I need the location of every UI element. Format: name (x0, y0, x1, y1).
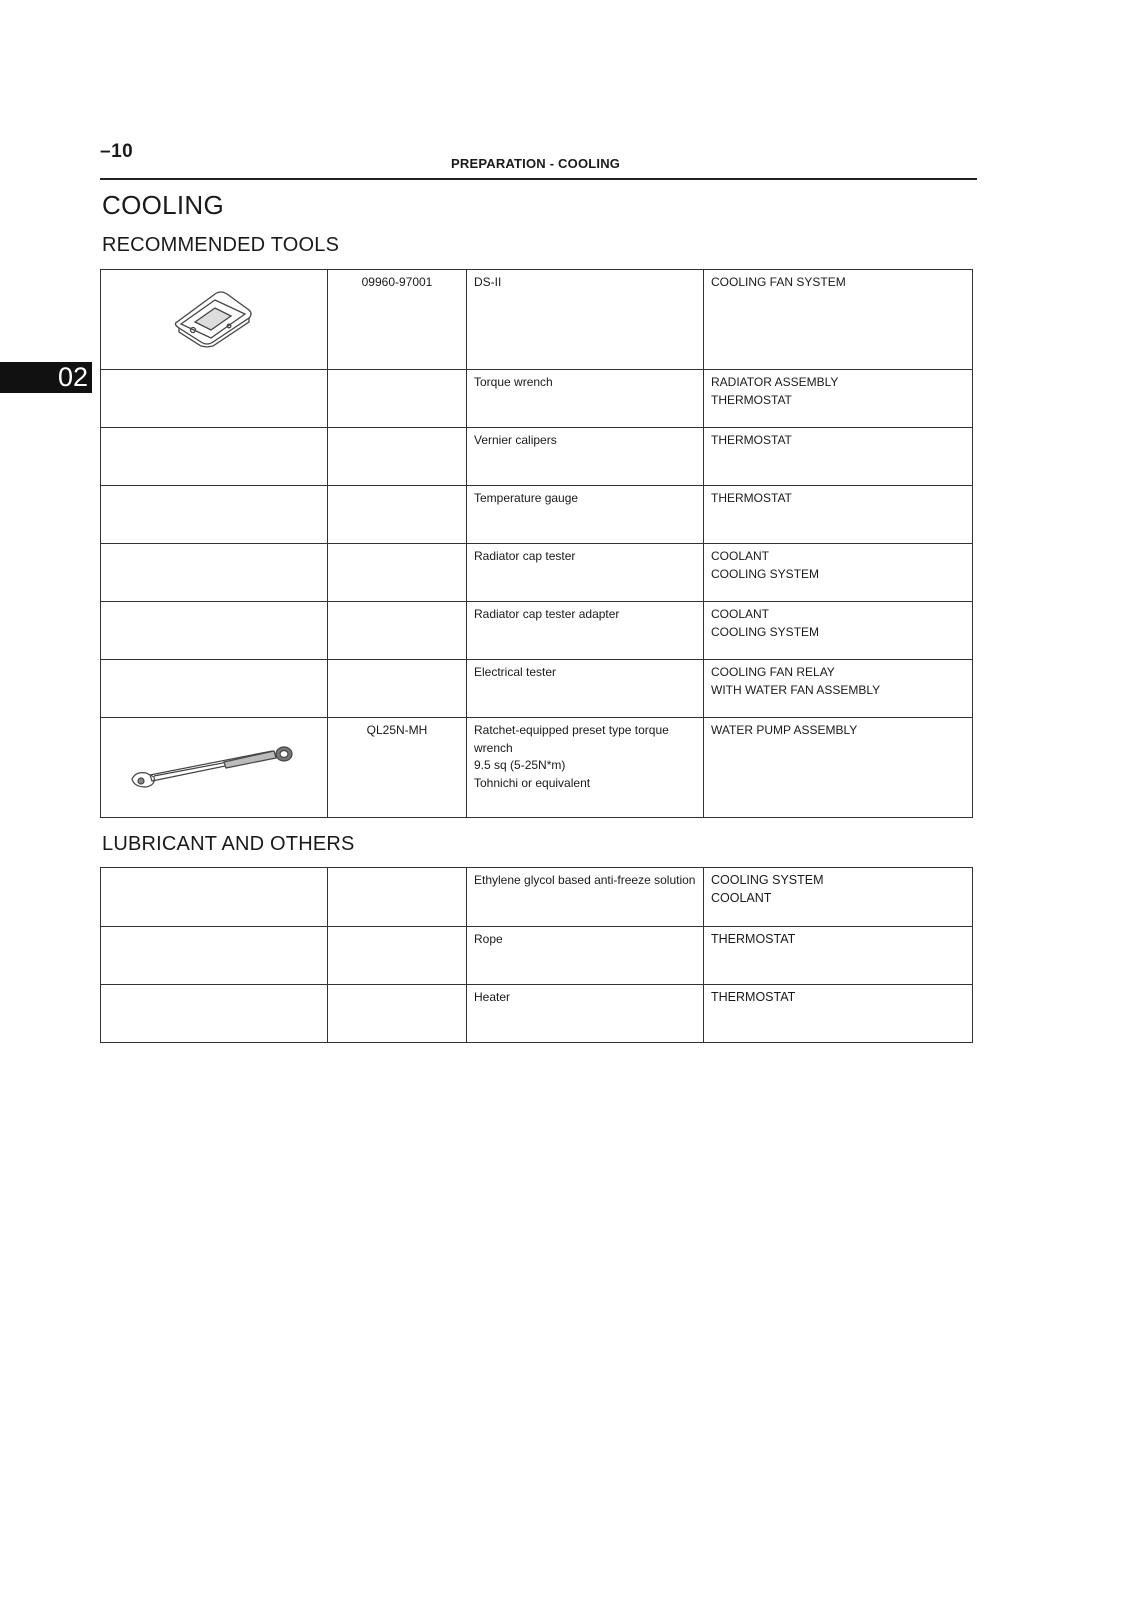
tool-application-line: WITH WATER FAN ASSEMBLY (711, 682, 881, 697)
lubricant-part-number (328, 868, 467, 927)
tool-row (101, 660, 973, 718)
tool-name-line: Electrical tester (474, 665, 557, 679)
tool-name (467, 602, 704, 660)
tool-row (101, 718, 973, 818)
tool-illustration (101, 486, 328, 544)
tool-application-line: COOLING FAN SYSTEM (711, 275, 846, 289)
tool-application-line: THERMOSTAT (711, 491, 792, 505)
lubricant-item (467, 868, 704, 927)
tool-name-line: wrench (474, 740, 513, 755)
part-number (328, 660, 467, 718)
tool-name-line: Temperature gauge (474, 491, 579, 505)
tool-name-line: Ratchet-equipped preset type torque (474, 723, 669, 737)
part-number (328, 370, 467, 428)
lubricant-row (101, 985, 973, 1043)
lubricant-table (100, 867, 973, 1043)
tool-row (101, 370, 973, 428)
tool-name-line: DS-II (474, 275, 502, 289)
tool-name-line: Radiator cap tester adapter (474, 607, 620, 621)
lubricant-application (704, 985, 973, 1043)
tool-row (101, 486, 973, 544)
lubricant-item (467, 927, 704, 985)
tool-application (704, 602, 973, 660)
tool-name (467, 428, 704, 486)
tool-application (704, 544, 973, 602)
tool-row (101, 270, 973, 370)
lubricant-item-line: Heater (474, 990, 511, 1004)
tool-application (704, 660, 973, 718)
section-tab: 02 (0, 362, 92, 393)
lubricant-illustration (101, 868, 328, 927)
tool-application-line: COOLING SYSTEM (711, 624, 820, 639)
lubricant-row (101, 868, 973, 927)
lubricant-application-line: THERMOSTAT (711, 990, 796, 1004)
tool-application-line: COOLANT (711, 549, 770, 563)
tool-name (467, 718, 704, 818)
page-number: –10 (100, 141, 134, 162)
tool-application (704, 428, 973, 486)
lubricant-item-line: Rope (474, 932, 503, 946)
tool-name (467, 544, 704, 602)
tool-row (101, 602, 973, 660)
diagnostic-tester-icon (169, 286, 259, 348)
tool-name-line: 9.5 sq (5-25N*m) (474, 758, 566, 772)
tool-name (467, 660, 704, 718)
part-number (328, 428, 467, 486)
tool-application-line: THERMOSTAT (711, 433, 792, 447)
tool-illustration (101, 270, 328, 370)
lubricant-application (704, 927, 973, 985)
part-number (328, 602, 467, 660)
lubricant-application-line: COOLANT (711, 890, 772, 905)
lubricant-application-line: COOLING SYSTEM (711, 873, 824, 887)
torque-wrench-icon (124, 741, 304, 789)
tool-illustration (101, 370, 328, 428)
lubricant-application (704, 868, 973, 927)
running-head: PREPARATION - COOLING (451, 156, 621, 171)
header-rule (100, 178, 977, 180)
tool-row (101, 544, 973, 602)
part-number: QL25N-MH (328, 718, 467, 818)
lubricant-illustration (101, 985, 328, 1043)
tool-application-line: WATER PUMP ASSEMBLY (711, 723, 858, 737)
part-number: 09960-97001 (328, 270, 467, 370)
tool-application-line: COOLING SYSTEM (711, 566, 820, 581)
tool-application-line: COOLANT (711, 607, 770, 621)
tool-name (467, 486, 704, 544)
tool-application (704, 370, 973, 428)
tool-name-line: Torque wrench (474, 375, 553, 389)
lubricant-item-line: Ethylene glycol based anti-freeze solution (474, 873, 696, 887)
tool-illustration (101, 428, 328, 486)
recommended-tools-heading: RECOMMENDED TOOLS (102, 234, 340, 256)
tool-application (704, 486, 973, 544)
tool-name (467, 270, 704, 370)
lubricant-row (101, 927, 973, 985)
tool-name-line: Radiator cap tester (474, 549, 576, 563)
lubricant-heading: LUBRICANT AND OTHERS (102, 833, 355, 855)
tool-application-line: THERMOSTAT (711, 392, 792, 407)
tool-application-line: RADIATOR ASSEMBLY (711, 375, 839, 389)
lubricant-item (467, 985, 704, 1043)
lubricant-part-number (328, 927, 467, 985)
lubricant-part-number (328, 985, 467, 1043)
tool-application (704, 718, 973, 818)
page-title: COOLING (102, 190, 225, 220)
tool-application-line: COOLING FAN RELAY (711, 665, 835, 679)
tool-name-line: Tohnichi or equivalent (474, 775, 591, 790)
part-number (328, 544, 467, 602)
tool-name-line: Vernier calipers (474, 433, 557, 447)
tool-illustration (101, 602, 328, 660)
lubricant-application-line: THERMOSTAT (711, 932, 796, 946)
tool-illustration (101, 660, 328, 718)
part-number (328, 486, 467, 544)
tool-application (704, 270, 973, 370)
tool-illustration (101, 718, 328, 818)
tool-row (101, 428, 973, 486)
tool-name (467, 370, 704, 428)
lubricant-illustration (101, 927, 328, 985)
tool-illustration (101, 544, 328, 602)
recommended-tools-table (100, 269, 973, 818)
